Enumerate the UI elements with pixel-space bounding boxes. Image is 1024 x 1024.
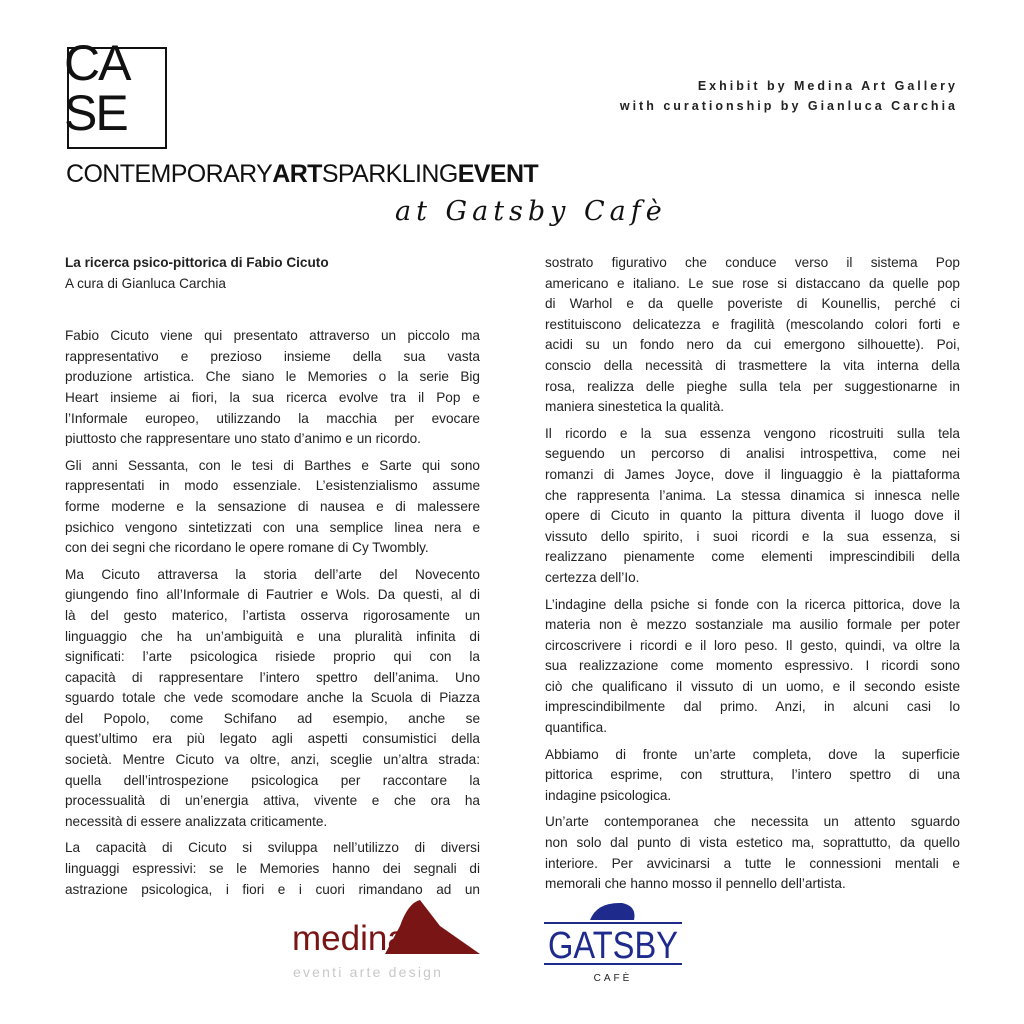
paragraph-line: americano e italiano. Le sue rose si distaccano da quelle pop xyxy=(545,275,960,291)
paragraph-line: sostrato figurativo che conduce verso il sistema Pop xyxy=(545,255,960,270)
exhibit-credits xyxy=(620,76,958,116)
paragraph xyxy=(545,745,960,807)
gatsby-hat-icon xyxy=(590,903,635,920)
paragraph-line: Heart insieme ai fiori, la sua ricerca evolve tra il Pop e xyxy=(65,389,480,405)
case-logo xyxy=(64,35,130,141)
paragraph-line: circoscrivere i ricordi e il loro peso. Il gesto, quindi, va oltre la xyxy=(545,637,960,653)
paragraph-line: significati: l’arte psicologica risiede proprio qui con la xyxy=(65,649,480,665)
paragraph-line: processualità di un’energia attiva, vivente e che ora ha xyxy=(65,793,480,809)
medina-logo xyxy=(290,898,485,982)
medina-tagline: eventi arte design xyxy=(293,964,444,980)
paragraph-line: rosa, realizza delle pieghe sulla tela per suggestionarne in xyxy=(545,378,960,394)
paragraph-line: necessità di essere analizzata criticamente. xyxy=(65,813,328,829)
article-byline: A cura di Gianluca Carchia xyxy=(65,275,226,291)
paragraph-line: imprescindibilmente dal primo. Anzi, in alcuni casi lo xyxy=(545,699,960,715)
paragraph-line: giungendo fino all’Informale di Fautrier e Wols. Da questi, al di xyxy=(65,587,480,603)
paragraph xyxy=(65,326,480,450)
credits-line-2: with curationship by Gianluca Carchia xyxy=(619,99,958,113)
medina-wordmark: medina xyxy=(292,919,407,958)
paragraph-line: capacità di rappresentare l’intero spettro dell’anima. Uno xyxy=(65,669,480,685)
paragraph-line: psichico vengono sintetizzati con una semplice linea nera e xyxy=(65,519,480,535)
paragraph xyxy=(65,565,480,833)
paragraph-line: conscio della necessità di trasmettere la vita interna della xyxy=(545,357,960,373)
paragraph-line: Abbiamo di fronte un’arte completa, dove la superficie xyxy=(545,746,960,762)
paragraph-line: di Warhol e da quelle poveriste di Kounellis, perché ci xyxy=(545,296,960,312)
credits-line-1: Exhibit by Medina Art Gallery xyxy=(697,79,958,93)
paragraph-line: La capacità di Cicuto si sviluppa nell’utilizzo di diversi xyxy=(65,840,480,856)
paragraph-line: rappresentati in modo essenziale. L’esistenzialismo assume xyxy=(65,478,480,494)
paragraph-line: società. Mentre Cicuto va oltre, anzi, sceglie un’altra strada: xyxy=(65,752,480,768)
paragraph-line: seguendo un percorso di analisi introspettiva, come nei xyxy=(545,446,960,462)
case-logo-line2: SE xyxy=(64,85,127,141)
paragraph-line: memorali che hanno mosso il pennello dell’artista. xyxy=(545,876,846,892)
paragraph-line: romanzi di James Joyce, dove il linguaggio è la piattaforma xyxy=(545,466,960,482)
paragraph-line: Fabio Cicuto viene qui presentato attraverso un piccolo ma xyxy=(65,328,480,344)
paragraph xyxy=(65,456,480,559)
case-logo-line1: CA xyxy=(64,35,130,91)
venue-subtitle: at Gatsby Cafè xyxy=(395,196,667,227)
paragraph-line: del Popolo, come Schifano ad esempio, anche se xyxy=(65,710,480,726)
paragraph-line: materia non è mezzo sostanziale ma ausilio formale per poter xyxy=(545,617,960,633)
paragraph xyxy=(65,838,480,900)
paragraph-line: l’Informale europeo, utilizzando la macchia per evocare xyxy=(65,410,480,426)
paragraph-line: sua realizzazione come momento espressivo. I ricordi sono xyxy=(545,658,960,674)
right-column xyxy=(545,253,960,901)
paragraph-line: interiore. Per avvicinarsi a tutte le connessioni mentali e xyxy=(545,855,960,871)
paragraph-line: vissuto dello spirito, i suoi ricordi e la sua essenza, si xyxy=(545,528,960,544)
paragraph-line: quella dell’introspezione psicologica per raccontare la xyxy=(65,772,480,788)
paragraph-line: Un’arte contemporanea che necessita un attento sguardo xyxy=(545,814,960,830)
paragraph-line: astrazione psicologica, i fiori e i cuori rimandano ad un xyxy=(65,881,480,897)
event-tagline xyxy=(66,160,538,189)
paragraph-line: produzione artistica. Che siano le Memories o la serie Big xyxy=(65,369,480,385)
paragraph-line: quantifica. xyxy=(545,720,607,736)
paragraph xyxy=(545,812,960,894)
paragraph-line: pittorica esprime, con struttura, l’intero spettro di una xyxy=(545,767,960,783)
left-body xyxy=(65,326,480,900)
paragraph-line: che rappresenta l’anima. La stessa dinamica si innesca nelle xyxy=(545,487,960,503)
paragraph-line: opere di Cicuto in quanto la pittura diventa il luogo dove il xyxy=(545,508,960,524)
paragraph-line: rappresentativo e prezioso insieme della sua vasta xyxy=(65,348,480,364)
paragraph-line: forme moderne e la sensazione di nausea e di malessere xyxy=(65,498,480,514)
paragraph xyxy=(545,424,960,589)
paragraph-line: realizzano pienamente come elementi imprescindibili della xyxy=(545,549,960,565)
paragraph-line: indagine psicologica. xyxy=(545,787,672,803)
paragraph-line: restituiscono delicatezza e fragilità (mescolando colori forti e xyxy=(545,316,960,332)
paragraph-line: ciò che qualificano il vissuto di un uomo, e il secondo esiste xyxy=(545,678,960,694)
paragraph-line: Il ricordo e la sua essenza vengono ricostruiti sulla tela xyxy=(545,425,960,441)
paragraph-line: Gli anni Sessanta, con le tesi di Barthes e Sarte qui sono xyxy=(65,457,480,473)
paragraph-line: non solo dal punto di vista estetico ma, soprattutto, da quello xyxy=(545,835,960,851)
paragraph-line: piuttosto che rappresentare uno stato d’animo e un ricordo. xyxy=(65,431,421,447)
paragraph-line: certezza dell’Io. xyxy=(545,569,640,585)
tagline-part: ART xyxy=(272,160,322,188)
paragraph-line: L’indagine della psiche si fonde con la ricerca pittorica, dove la xyxy=(545,596,960,612)
article-title: La ricerca psico-pittorica di Fabio Cicuto xyxy=(65,255,329,270)
tagline-part: CONTEMPORARY xyxy=(66,160,273,188)
paragraph-line: con dei segni che ricordano le opere romane di Cy Twombly. xyxy=(65,540,429,556)
gatsby-wordmark: GATSBY xyxy=(548,925,678,967)
gatsby-cafe-label: CAFÈ xyxy=(593,973,633,984)
paragraph-line: Ma Cicuto attraversa la storia dell’arte del Novecento xyxy=(65,566,480,582)
right-body xyxy=(545,253,960,895)
gatsby-logo xyxy=(542,900,684,984)
paragraph-line: linguaggio che ha un’ambiguità e una pluralità infinita di xyxy=(65,628,480,644)
paragraph xyxy=(545,595,960,739)
paragraph-line: acidi su un fondo nero da cui emergono silhouette). Poi, xyxy=(545,337,960,353)
tagline-part: SPARKLING xyxy=(321,160,458,188)
left-column xyxy=(65,253,480,906)
paragraph-line: là del gesto materico, l’artista osserva rigorosamente un xyxy=(65,607,480,623)
paragraph-line: quest’ultimo era più legato agli aspetti consumistici della xyxy=(65,731,480,747)
paragraph xyxy=(545,253,960,418)
paragraph-line: maniera sinestetica la qualità. xyxy=(545,399,725,415)
tagline-part: EVENT xyxy=(457,160,539,188)
paragraph-line: sguardo totale che vede scomodare anche la Scuola di Piazza xyxy=(65,690,480,706)
paragraph-line: linguaggi espressivi: se le Memories hanno dei segnali di xyxy=(65,861,480,877)
